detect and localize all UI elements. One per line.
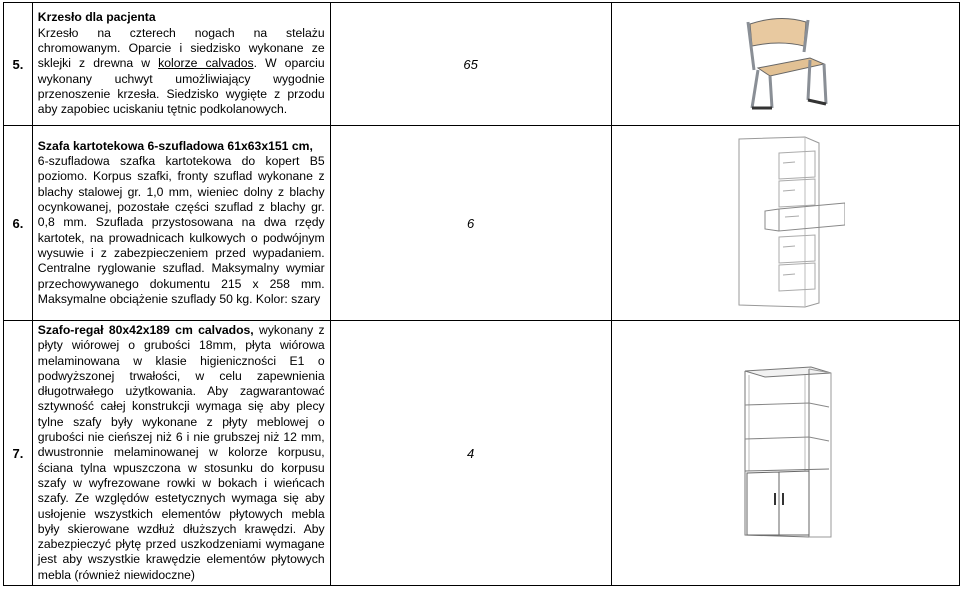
table-row [4,126,960,321]
product-image-cell [611,126,959,321]
product-image-cell [611,3,959,126]
chair-icon [740,12,830,112]
row-number: 6. [4,126,33,321]
description-underlined: kolorze calvados [158,56,254,71]
table-row [4,3,960,126]
quantity: 65 [330,3,611,126]
table-row [4,321,960,586]
item-title: Szafo-regał 80x42x189 cm calvados, [37,323,254,337]
description-text: Krzesło na czterech nogach na stelażu chromowanym. Oparcie i siedzisko wykonane ze sklejki z drewna w [37,25,325,71]
quantity: 6 [330,126,611,321]
row-number: 5. [4,3,33,126]
specification-table [3,2,960,586]
shelf-cabinet-icon [735,361,835,541]
description-text: 6-szufladowa szafka kartotekowa do kopert B5 poziomo. Korpus szafki, fronty szuflad wykonane z blachy stalowej gr. 1,0 mm, wieniec dolny z blachy ocynkowanej, pozostałe części szuflad z blachy gr. 0,8 mm. Szuflada przystosowana na dwa rzędy kartotek, na prowadnicach kulkowych o podwójnym wysuwie i z zabezpieczeniem przed wypadaniem. Centralne ryglowanie szuflad. Maksymalny wymiar przechowywanego dokumentu 215 x 258 mm. Maksymalne obciążenie szuflady 50 kg. Kolor: szary [37,154,325,306]
description-text: wykonany z płyty wiórowej o grubości 18mm, płyta wiórowa melaminowana w klasie higieniczności E1 o podwyższonej trwałości, w celu zapewnienia długotrwałego użytkowania. Aby zagwarantować sztywność całej konstrukcji wymaga się aby plecy tylne szafy były wykonane z płyty meblowej o grubości nie cieńszej niż 6 i nie grubszej niż 12 mm, dwustronnie melaminowanej w kolorze korpusu, ściana tylna wpuszczona w stosunku do korpusu szafy w wyfrezowane rowki w bokach i wieńcach szafy. Ze względów estetycznych wymaga się aby usłojenie wszystkich elementów płytowych mebla były skierowane wzdłuż dłuższych krawędzi. Aby zabezpieczyć płytę przed uszkodzeniami wymagane jest aby wszystkie krawędzie elementów płytowych mebla (również niewidoczne) [37,323,325,582]
filing-cabinet-icon [725,133,845,308]
item-title: Krzesło dla pacjenta [37,10,156,25]
quantity: 4 [330,321,611,586]
item-title: Szafa kartotekowa 6-szufladowa 61x63x151 cm, [37,138,313,153]
item-description [32,3,330,126]
item-description [32,126,330,321]
row-number: 7. [4,321,33,586]
item-description [32,321,330,586]
description-text: . W oparciu wykonany uchwyt umożliwiający wygodnie przenoszenie krzesła. Siedzisko wygięte z przodu aby zapobiec uciskaniu tętnic podkolanowych. [37,56,325,117]
product-image-cell [611,321,959,586]
